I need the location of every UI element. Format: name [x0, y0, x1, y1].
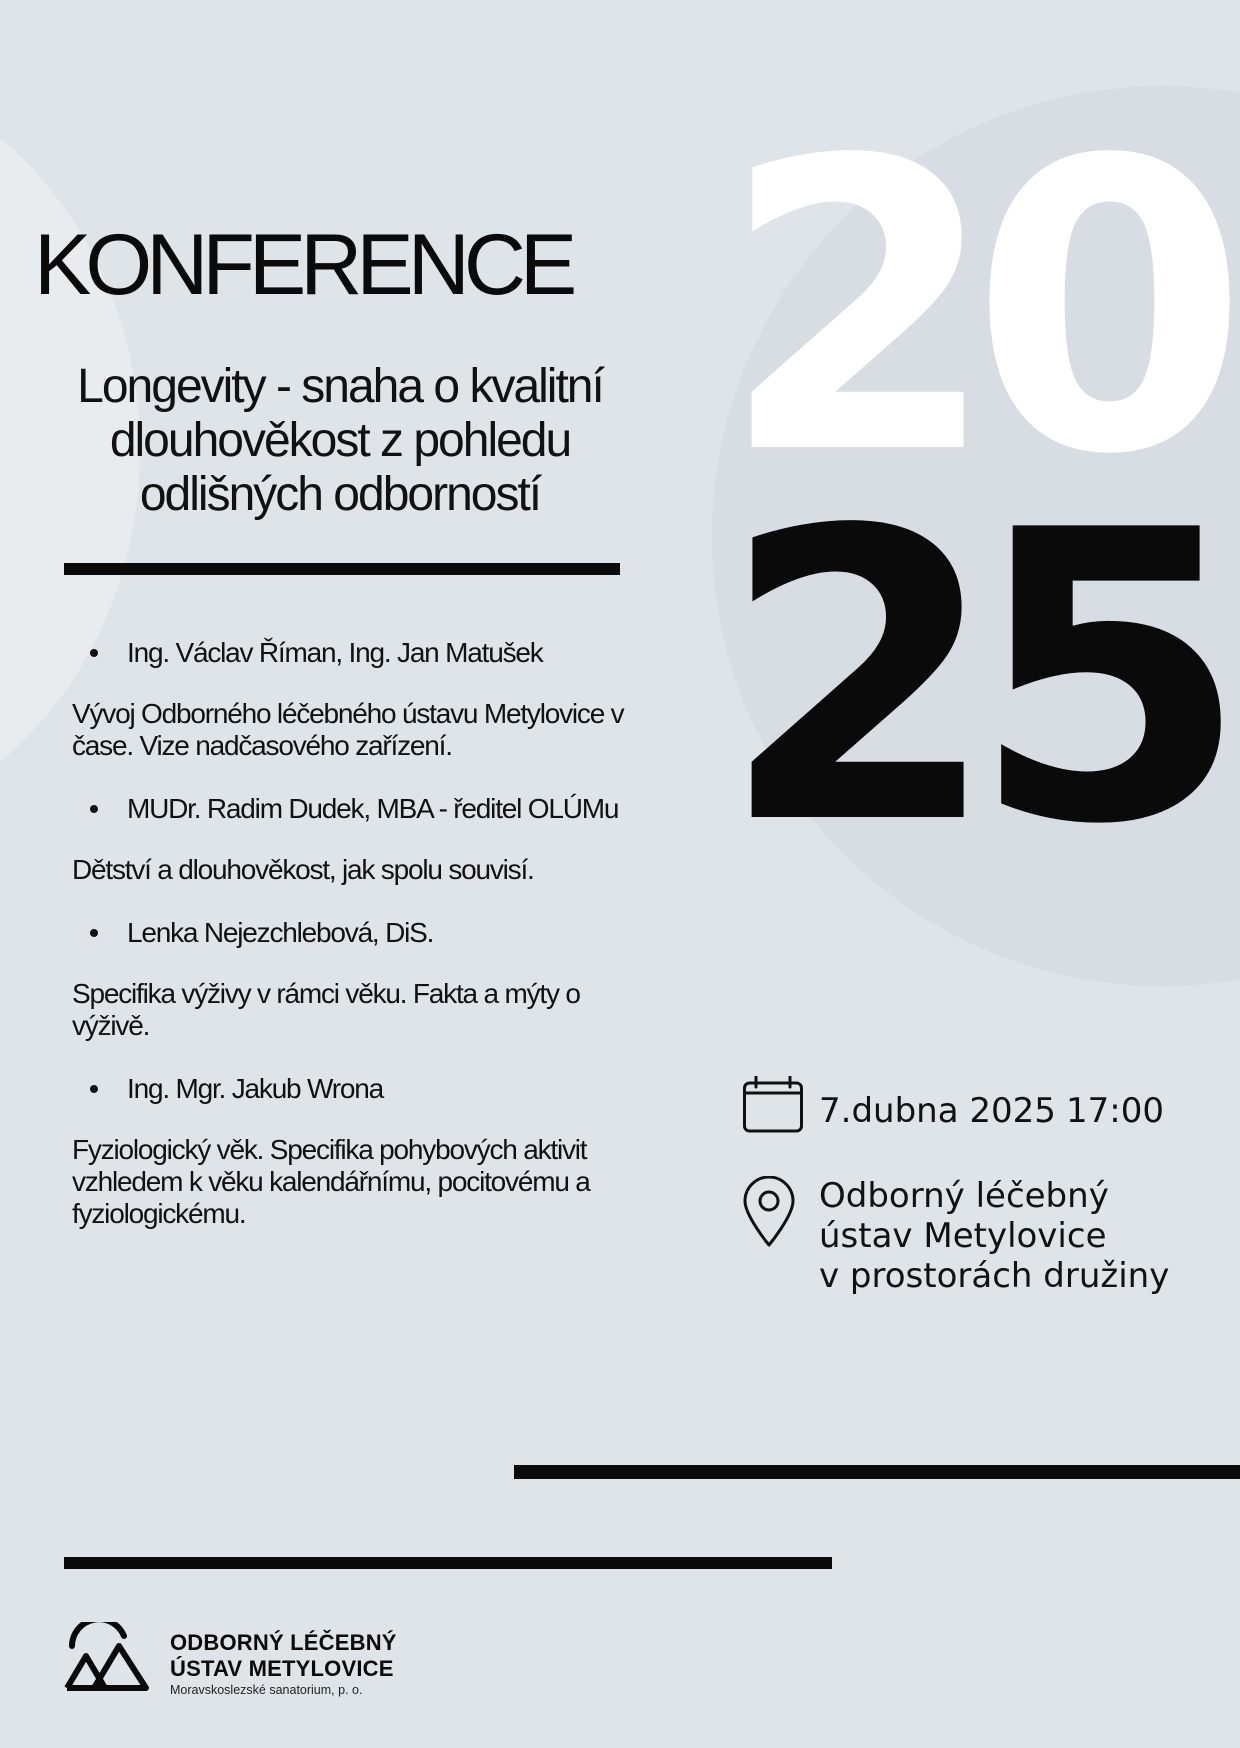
logo-text — [170, 1630, 397, 1698]
speaker-topic — [72, 854, 672, 886]
event-info — [742, 1076, 1222, 1296]
subtitle-line: dlouhověkost z pohledu — [109, 414, 571, 467]
event-date-row — [742, 1076, 1222, 1146]
speaker-list — [72, 636, 672, 1260]
speaker-topic-line: Dětství a dlouhověkost, jak spolu souvisí. — [72, 854, 534, 885]
speaker-name: Lenka Nejezchlebová, DiS. — [72, 916, 672, 950]
speaker-topic — [72, 1134, 672, 1230]
event-time: 17:00 — [1066, 1091, 1165, 1131]
conference-subtitle — [40, 360, 640, 522]
speaker-topic-line: fyziologickému. — [72, 1198, 246, 1229]
logo-name-line1: ODBORNÝ LÉČEBNÝ — [170, 1630, 397, 1655]
speaker-topic — [72, 698, 672, 762]
event-place-line: v prostorách družiny — [819, 1256, 1170, 1296]
divider-bar-top — [64, 563, 620, 575]
speaker-item — [72, 916, 672, 1042]
speaker-item — [72, 1072, 672, 1230]
subtitle-line: Longevity - snaha o kvalitní — [77, 360, 603, 413]
speaker-topic-line: Vývoj Odborného léčebného ústavu Metylovice v — [72, 698, 624, 729]
logo-name-line2: ÚSTAV METYLOVICE — [170, 1656, 394, 1681]
event-place-line: Odborný léčebný — [819, 1176, 1109, 1216]
speaker-topic-line: výživě. — [72, 1010, 150, 1041]
logo-subline: Moravskoslezské sanatorium, p. o. — [170, 1683, 363, 1697]
speaker-topic — [72, 978, 672, 1042]
speaker-topic-line: čase. Vize nadčasového zařízení. — [72, 730, 452, 761]
divider-bar-right — [514, 1465, 1240, 1479]
speaker-name: Ing. Mgr. Jakub Wrona — [72, 1072, 672, 1106]
divider-bar-bottom — [64, 1557, 832, 1569]
event-place-line: ústav Metylovice — [819, 1216, 1107, 1256]
calendar-icon — [742, 1076, 804, 1138]
speaker-topic-line: Fyziologický věk. Specifika pohybových aktivit — [72, 1134, 587, 1165]
subtitle-line: odlišných odborností — [139, 468, 541, 521]
event-date: 7.dubna 2025 — [819, 1091, 1056, 1131]
speaker-topic-line: vzhledem k věku kalendářnímu, pocitovému a — [72, 1166, 590, 1197]
speaker-item — [72, 636, 672, 762]
page-title: KONFERENCE — [34, 217, 572, 313]
year-bottom-digits: 25 — [720, 447, 1221, 912]
speaker-topic-line: Specifika výživy v rámci věku. Fakta a mýty o — [72, 978, 580, 1009]
event-place-row — [742, 1176, 1222, 1296]
speaker-name: Ing. Václav Říman, Ing. Jan Matušek — [72, 636, 672, 670]
speaker-item — [72, 792, 672, 886]
institution-logo — [64, 1620, 524, 1700]
year-top-digits: 20 — [720, 77, 1221, 542]
map-pin-icon — [742, 1176, 796, 1252]
speaker-name: MUDr. Radim Dudek, MBA - ředitel OLÚMu — [72, 792, 672, 826]
mountain-logo-icon — [64, 1622, 150, 1697]
